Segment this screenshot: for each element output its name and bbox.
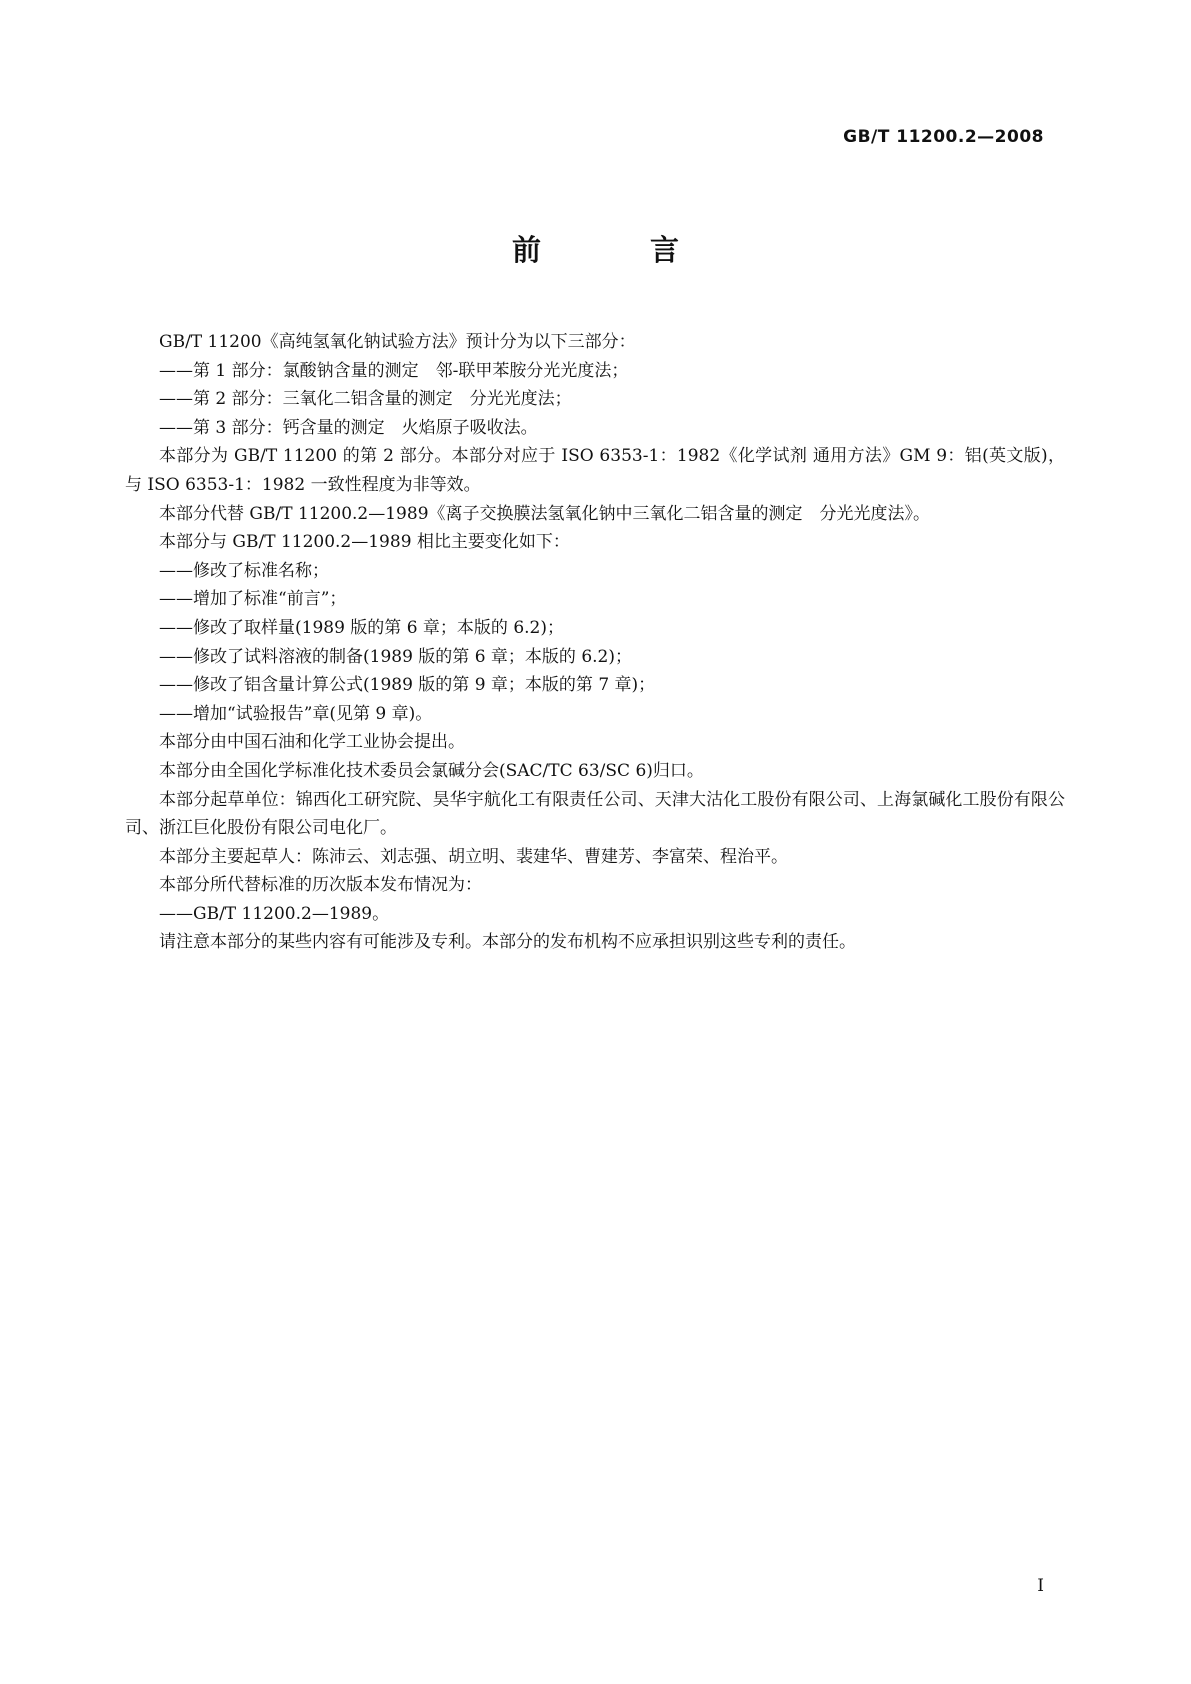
list-item-change3: ——修改了取样量(1989 版的第 6 章；本版的 6.2)；: [159, 617, 564, 638]
list-item-change5: ——修改了铝含量计算公式(1989 版的第 9 章；本版的第 7 章)；: [159, 675, 656, 696]
list-item-change1: ——修改了标准名称；: [159, 560, 329, 581]
list-item-change4: ——修改了试料溶液的制备(1989 版的第 6 章；本版的 6.2)；: [159, 646, 632, 667]
paragraph-committee: 本部分由全国化学标准化技术委员会氯碱分会(SAC/TC 63/SC 6)归口。: [159, 760, 704, 781]
list-item-history: ——GB/T 11200.2—1989。: [159, 903, 390, 924]
page-title: 前 言: [511, 233, 719, 267]
list-item-change6: ——增加“试验报告”章(见第 9 章)。: [159, 703, 433, 724]
standard-code: GB/T 11200.2—2008: [843, 127, 1044, 147]
list-item-part1: ——第 1 部分：氯酸钠含量的测定 邻-联甲苯胺分光光度法；: [159, 360, 629, 381]
list-item-change2: ——增加了标准“前言”；: [159, 589, 347, 610]
paragraph-correspondence: 本部分为 GB/T 11200 的第 2 部分。本部分对应于 ISO 6353-1：1982《化学试剂 通用方法》GM 9：铝(英文版)，与 ISO 6353-1：1982 一致性程度为非等效。: [125, 446, 1065, 495]
page-number: I: [1037, 1576, 1044, 1596]
list-item-part2: ——第 2 部分：三氧化二铝含量的测定 分光光度法；: [159, 389, 572, 410]
paragraph-drafting-units: 本部分起草单位：锦西化工研究院、昊华宇航化工有限责任公司、天津大沽化工股份有限公司、上海氯碱化工股份有限公司、浙江巨化股份有限公司电化厂。: [125, 789, 1065, 839]
paragraph-changes-intro: 本部分与 GB/T 11200.2—1989 相比主要变化如下：: [159, 532, 570, 553]
paragraph-proposer: 本部分由中国石油和化学工业协会提出。: [159, 732, 465, 753]
list-item-part3: ——第 3 部分：钙含量的测定 火焰原子吸收法。: [159, 417, 538, 438]
paragraph-history-intro: 本部分所代替标准的历次版本发布情况为：: [159, 875, 482, 896]
paragraph-patent-notice: 请注意本部分的某些内容有可能涉及专利。本部分的发布机构不应承担识别这些专利的责任。: [159, 932, 856, 953]
paragraph-replaces: 本部分代替 GB/T 11200.2—1989《离子交换膜法氢氧化钠中三氧化二铝含量的测定 分光光度法》。: [159, 503, 931, 524]
paragraph-drafters: 本部分主要起草人：陈沛云、刘志强、胡立明、裴建华、曹建芳、李富荣、程治平。: [159, 846, 788, 867]
document-body: [125, 328, 1065, 957]
paragraph-intro: GB/T 11200《高纯氢氧化钠试验方法》预计分为以下三部分：: [159, 332, 636, 352]
